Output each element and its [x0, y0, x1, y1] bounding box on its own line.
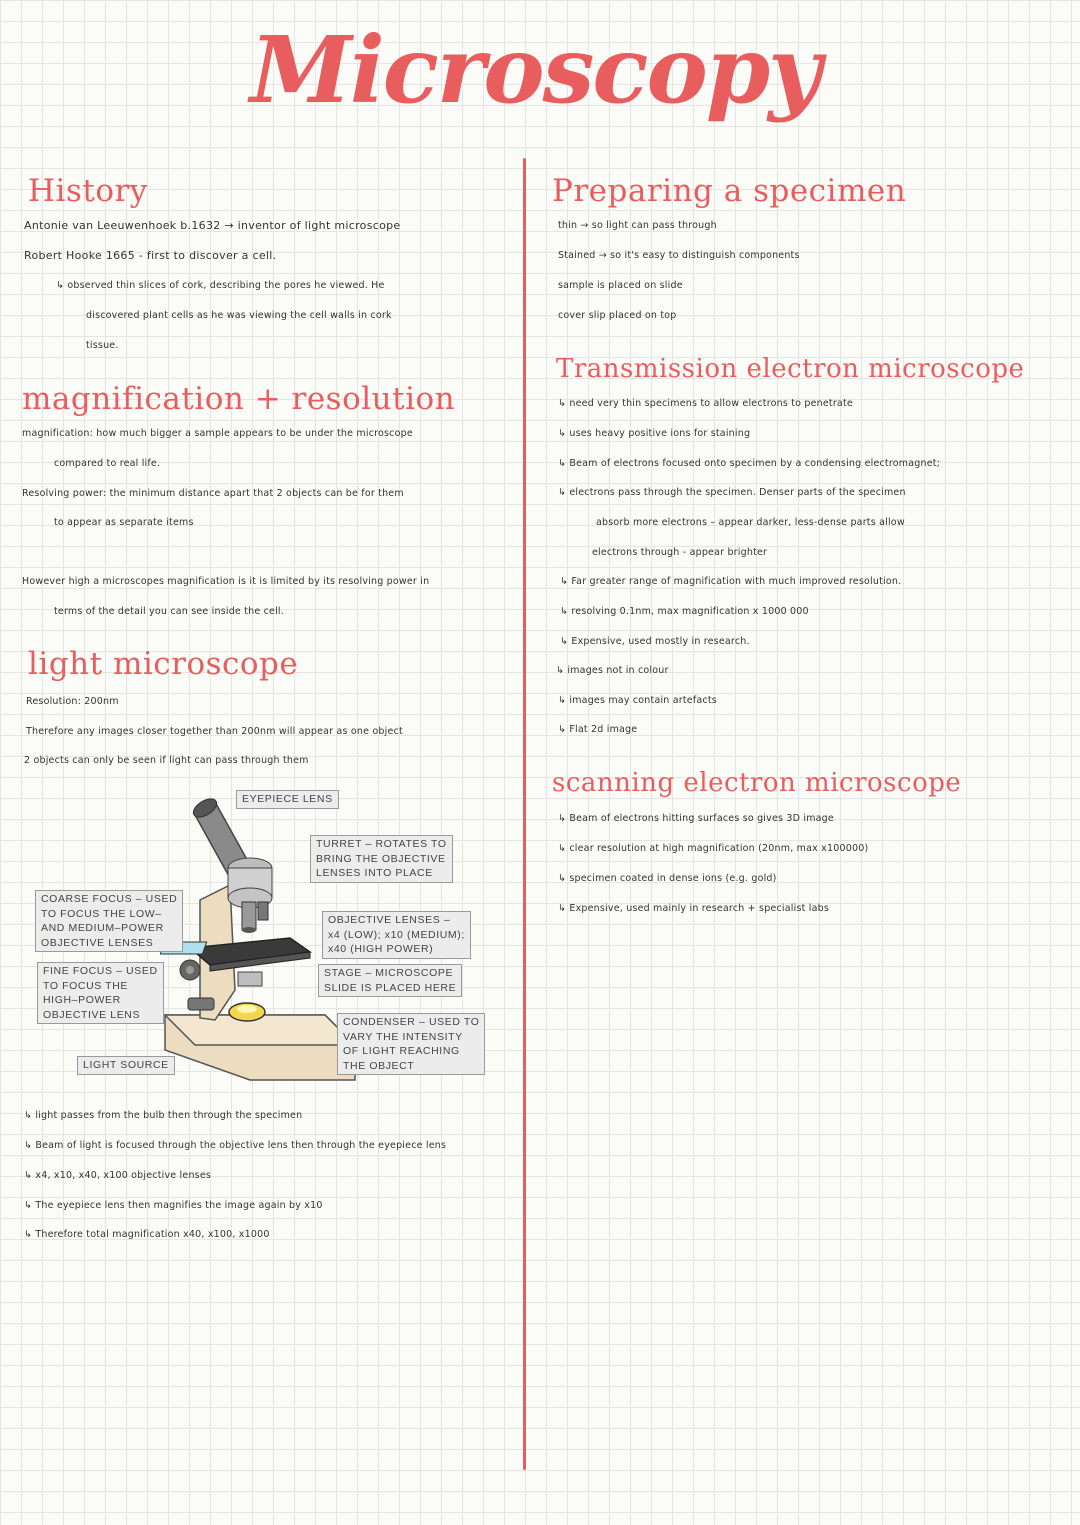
magnification-line: compared to real life.	[54, 458, 161, 469]
preparing-line: Stained → so it's easy to distinguish components	[558, 250, 800, 261]
tem-line: ↳ uses heavy positive ions for staining	[558, 428, 751, 439]
sem-line: ↳ Expensive, used mainly in research + specialist labs	[558, 903, 829, 914]
page-title: Microscopy	[250, 16, 820, 124]
stage-label: STAGE – MICROSCOPE SLIDE IS PLACED HERE	[318, 964, 462, 997]
tem-line: ↳ need very thin specimens to allow electrons to penetrate	[558, 398, 853, 409]
magnification-line: Resolving power: the minimum distance apart that 2 objects can be for them	[22, 488, 404, 499]
tem-line: ↳ resolving 0.1nm, max magnification x 1000 000	[560, 606, 809, 617]
magnification-line: magnification: how much bigger a sample appears to be under the microscope	[22, 428, 413, 439]
history-line: discovered plant cells as he was viewing the cell walls in cork	[86, 310, 392, 321]
light-note: ↳ Therefore total magnification x40, x100, x1000	[24, 1229, 270, 1240]
turret-label: TURRET – ROTATES TO BRING THE OBJECTIVE LENSES INTO PLACE	[310, 835, 453, 883]
objective-lenses-label: OBJECTIVE LENSES – x4 (LOW); x10 (MEDIUM); x40 (HIGH POWER)	[322, 911, 471, 959]
light-microscope-heading: light microscope	[28, 646, 299, 682]
tem-line: electrons through - appear brighter	[592, 547, 768, 558]
history-line: Antonie van Leeuwenhoek b.1632 → inventor of light microscope	[24, 219, 401, 232]
light-line: 2 objects can only be seen if light can pass through them	[24, 755, 309, 766]
history-heading: History	[28, 173, 148, 209]
light-note: ↳ The eyepiece lens then magnifies the image again by x10	[24, 1200, 323, 1211]
fine-focus-label: FINE FOCUS – USED TO FOCUS THE HIGH–POWER OBJECTIVE LENS	[37, 962, 164, 1024]
tem-line: ↳ electrons pass through the specimen. Denser parts of the specimen	[558, 487, 906, 498]
light-note: ↳ x4, x10, x40, x100 objective lenses	[24, 1170, 212, 1181]
preparing-line: thin → so light can pass through	[558, 220, 717, 231]
tem-line: ↳ Far greater range of magnification with much improved resolution.	[560, 576, 902, 587]
light-note: ↳ Beam of light is focused through the objective lens then through the eyepiece lens	[24, 1140, 447, 1151]
sem-line: ↳ clear resolution at high magnification (20nm, max x100000)	[558, 843, 869, 854]
tem-line: absorb more electrons – appear darker, less-dense parts allow	[596, 517, 905, 528]
tem-line: ↳ Expensive, used mostly in research.	[560, 636, 750, 647]
tem-heading: Transmission electron microscope	[556, 354, 1025, 384]
light-source-label: LIGHT SOURCE	[77, 1056, 175, 1075]
light-line: Therefore any images closer together than 200nm will appear as one object	[26, 726, 403, 737]
condenser-label: CONDENSER – USED TO VARY THE INTENSITY OF LIGHT REACHING THE OBJECT	[337, 1013, 485, 1075]
sem-line: ↳ specimen coated in dense ions (e.g. gold)	[558, 873, 777, 884]
history-line: Robert Hooke 1665 - first to discover a cell.	[24, 249, 277, 262]
coarse-focus-label: COARSE FOCUS – USED TO FOCUS THE LOW– AND MEDIUM–POWER OBJECTIVE LENSES	[35, 890, 183, 952]
eyepiece-lens-label: EYEPIECE LENS	[236, 790, 339, 809]
preparing-heading: Preparing a specimen	[552, 173, 907, 209]
tem-line: ↳ Beam of electrons focused onto specimen by a condensing electromagnet;	[558, 458, 941, 469]
preparing-line: sample is placed on slide	[558, 280, 683, 291]
tem-line: ↳ Flat 2d image	[558, 724, 638, 735]
light-line: Resolution: 200nm	[26, 696, 119, 707]
history-line: tissue.	[86, 340, 119, 351]
magnification-line: terms of the detail you can see inside the cell.	[54, 606, 284, 617]
magnification-heading: magnification + resolution	[22, 381, 456, 417]
tem-line: ↳ images may contain artefacts	[558, 695, 717, 706]
preparing-line: cover slip placed on top	[558, 310, 677, 321]
sem-line: ↳ Beam of electrons hitting surfaces so gives 3D image	[558, 813, 834, 824]
sem-heading: scanning electron microscope	[552, 768, 962, 798]
magnification-line: to appear as separate items	[54, 517, 194, 528]
column-divider	[523, 158, 526, 1470]
magnification-line: However high a microscopes magnification is it is limited by its resolving power in	[22, 576, 430, 587]
history-line: ↳ observed thin slices of cork, describing the pores he viewed. He	[56, 280, 385, 291]
tem-line: ↳ images not in colour	[556, 665, 669, 676]
light-note: ↳ light passes from the bulb then through the specimen	[24, 1110, 303, 1121]
